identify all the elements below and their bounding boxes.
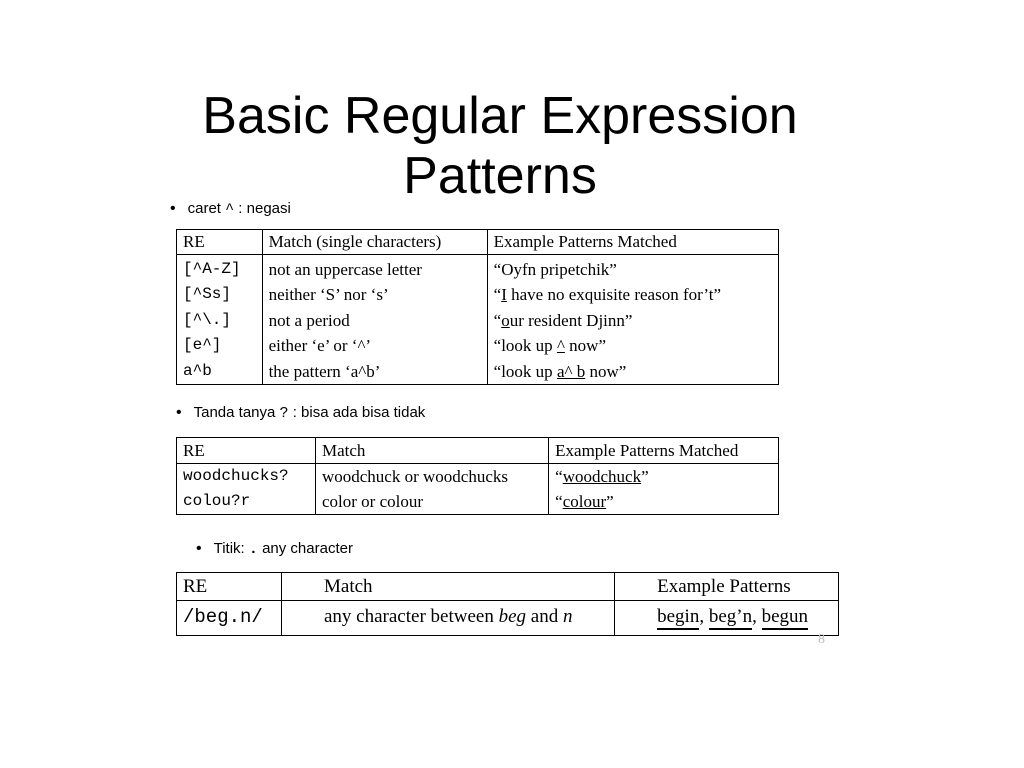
bullet-dot-icon: •	[170, 200, 176, 217]
table-row	[177, 601, 839, 636]
table-any-char	[176, 572, 839, 636]
bullet-caret	[170, 200, 291, 218]
table-cell-re: a^b	[177, 359, 263, 385]
table-header-examples: Example Patterns	[615, 573, 839, 601]
table-row	[177, 333, 779, 358]
example-match-begin: begin	[657, 606, 699, 630]
table-cell-match: woodchuck or woodchucks	[315, 464, 548, 490]
example-text: “	[555, 492, 563, 511]
bullet-period-code: .	[248, 541, 258, 558]
bullet-dot-icon: •	[196, 540, 202, 557]
bullet-period-prefix: Titik:	[213, 540, 249, 557]
table-cell-match: color or colour	[315, 489, 548, 515]
table-cell-match: not a period	[262, 308, 487, 333]
table-header-match: Match	[282, 573, 615, 601]
table-cell-match	[282, 601, 615, 636]
table-cell-example	[487, 359, 778, 385]
bullet-caret-suffix: : negasi	[234, 200, 291, 217]
bullet-question-suffix: : bisa ada bisa tidak	[288, 404, 426, 421]
table-cell-example	[549, 464, 779, 490]
page-number: 8	[818, 632, 825, 647]
example-match: o	[501, 310, 510, 330]
table-cell-example	[487, 282, 778, 307]
table-cell-example	[487, 308, 778, 333]
table-cell-re: [^\.]	[177, 308, 263, 333]
example-text-after: now”	[564, 336, 606, 356]
example-match-beg-n: beg’n	[709, 606, 752, 630]
example-text: “look up	[493, 336, 557, 356]
example-match: a^ b	[556, 361, 586, 381]
bullet-caret-prefix: caret	[187, 200, 226, 217]
example-match: I	[501, 285, 507, 305]
bullet-caret-code: ^	[225, 201, 235, 218]
table-cell-example	[615, 601, 839, 636]
match-italic-beg: beg	[498, 606, 527, 627]
example-text: “	[555, 467, 563, 486]
bullet-period	[196, 540, 353, 558]
table-cell-re: /beg.n/	[177, 601, 282, 636]
match-text-and: and	[526, 606, 563, 627]
table-row	[177, 489, 779, 515]
slide-title	[150, 86, 850, 206]
table-header-examples: Example Patterns Matched	[487, 230, 778, 255]
bullet-question-mark	[176, 404, 425, 422]
table-row	[177, 359, 779, 385]
table-cell-re: [^A-Z]	[177, 255, 263, 283]
example-text: “look up	[493, 361, 557, 381]
example-text-after: have no exquisite reason for’t”	[506, 285, 722, 305]
table-cell-example	[487, 255, 778, 283]
example-text-after: ur resident Djinn”	[509, 310, 633, 330]
table-cell-re: colou?r	[177, 489, 316, 515]
table-header-row	[177, 230, 779, 255]
table-optional-char	[176, 437, 779, 515]
table-header-re: RE	[177, 573, 282, 601]
example-text: “	[493, 285, 502, 305]
example-text: “Oyfn pripetchik”	[493, 260, 617, 279]
table-header-match: Match (single characters)	[262, 230, 487, 255]
table-row	[177, 464, 779, 490]
match-text: any character between	[324, 606, 499, 627]
bullet-dot-icon: •	[176, 404, 182, 421]
example-text-after: now”	[585, 361, 627, 381]
bullet-period-suffix: any character	[257, 540, 353, 557]
example-separator: ,	[699, 606, 709, 627]
example-match: colour	[562, 492, 607, 511]
table-cell-match: either ‘e’ or ‘^’	[262, 333, 487, 358]
table-header-match: Match	[315, 438, 548, 464]
table-row	[177, 308, 779, 333]
table-row	[177, 282, 779, 307]
table-cell-match: neither ‘S’ nor ‘s’	[262, 282, 487, 307]
table-cell-example	[487, 333, 778, 358]
table-cell-re: woodchucks?	[177, 464, 316, 490]
table-header-row	[177, 573, 839, 601]
table-header-row	[177, 438, 779, 464]
table-cell-re: [^Ss]	[177, 282, 263, 307]
bullet-question-code: ?	[279, 405, 289, 422]
example-text-after: ”	[641, 467, 649, 486]
example-text: “	[493, 310, 502, 330]
table-cell-re: [e^]	[177, 333, 263, 358]
table-cell-example	[549, 489, 779, 515]
bullet-question-prefix: Tanda tanya	[193, 404, 280, 421]
table-cell-match: the pattern ‘a^b’	[262, 359, 487, 385]
example-text-after: ”	[606, 492, 614, 511]
table-header-re: RE	[177, 438, 316, 464]
example-match-begun: begun	[762, 606, 808, 630]
example-match: ^	[556, 336, 565, 356]
slide-title-line2: Patterns	[403, 147, 597, 205]
table-header-re: RE	[177, 230, 263, 255]
table-header-examples: Example Patterns Matched	[549, 438, 779, 464]
table-row	[177, 255, 779, 283]
slide-title-line1: Basic Regular Expression	[202, 87, 798, 145]
example-match: woodchuck	[562, 467, 642, 486]
match-italic-n: n	[562, 606, 573, 627]
example-separator: ,	[752, 606, 762, 627]
table-caret-negation	[176, 229, 779, 385]
table-cell-match: not an uppercase letter	[262, 255, 487, 283]
